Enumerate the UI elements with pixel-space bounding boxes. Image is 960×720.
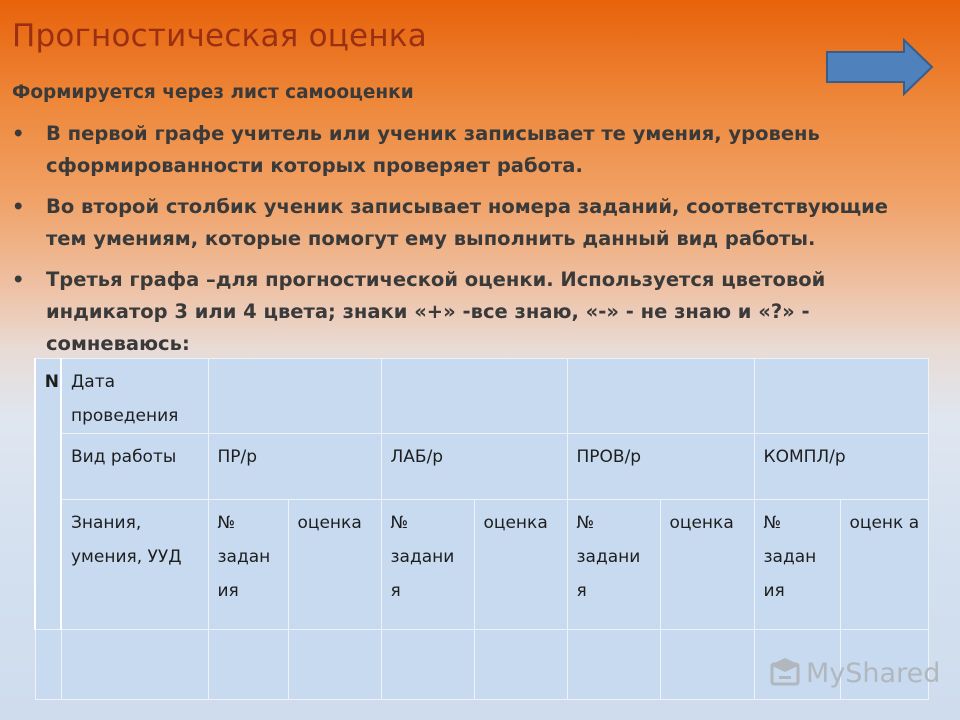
empty-cell[interactable]	[61, 630, 208, 700]
bullet-marker: •	[12, 195, 25, 218]
work-type-cell: ЛАБ/р	[381, 434, 567, 500]
empty-cell[interactable]	[208, 630, 288, 700]
bullet-item	[12, 118, 912, 182]
watermark	[768, 656, 940, 690]
work-type-cell: ПРОВ/р	[567, 434, 754, 500]
table-row	[35, 434, 928, 500]
work-type-label-cell: Вид работы	[61, 434, 208, 500]
grade-cell: оценка	[288, 500, 381, 630]
bullet-text: В первой графе учитель или ученик записывает те умения, уровень сформированности которых проверяет работа.	[46, 122, 820, 177]
empty-cell[interactable]	[381, 630, 474, 700]
grade-cell: оценк а	[840, 500, 928, 630]
date-cell[interactable]	[567, 359, 754, 434]
empty-cell[interactable]	[288, 630, 381, 700]
work-type-cell: КОМПЛ/р	[754, 434, 928, 500]
slide-title: Прогностическая оценка	[12, 18, 427, 54]
date-cell[interactable]	[381, 359, 567, 434]
bullet-text: Во второй столбик ученик записывает номера заданий, соответствующие тем умениям, которые помогут ему выполнить данный вид работы.	[46, 195, 889, 250]
mortarboard-icon	[768, 656, 802, 690]
empty-cell[interactable]	[474, 630, 567, 700]
bullet-marker: •	[12, 268, 25, 291]
right-arrow-icon[interactable]	[822, 36, 936, 100]
task-number-cell: № задан ия	[754, 500, 840, 630]
bullet-list	[12, 118, 912, 369]
skills-label-cell: Знания, умения, УУД	[61, 500, 208, 630]
empty-cell[interactable]	[35, 630, 61, 700]
bullet-text: Третья графа –для прогностической оценки. Используется цветовой индикатор 3 или 4 цвета; знаки «+» -все знаю, «-» - не знаю и «?» - сомневаюсь:	[46, 268, 826, 355]
date-cell[interactable]	[208, 359, 381, 434]
bullet-item	[12, 264, 912, 360]
work-type-cell: ПР/р	[208, 434, 381, 500]
slide-subtitle: Формируется через лист самооценки	[12, 82, 414, 103]
table-row	[35, 500, 928, 630]
self-assessment-table	[34, 358, 929, 700]
grade-cell: оценка	[660, 500, 754, 630]
watermark-text: MyShared	[806, 657, 941, 689]
number-header: N	[44, 372, 59, 392]
task-number-cell: № задан ия	[208, 500, 288, 630]
bullet-marker: •	[12, 122, 25, 145]
date-cell[interactable]	[754, 359, 928, 434]
bullet-item	[12, 191, 912, 255]
empty-cell[interactable]	[660, 630, 754, 700]
empty-cell[interactable]	[567, 630, 660, 700]
date-label-cell: Дата проведения	[61, 359, 208, 434]
grade-cell: оценка	[474, 500, 567, 630]
task-number-cell: № задани я	[381, 500, 474, 630]
number-header-cell	[35, 359, 61, 630]
task-number-cell: № задани я	[567, 500, 660, 630]
table-row	[35, 359, 928, 434]
